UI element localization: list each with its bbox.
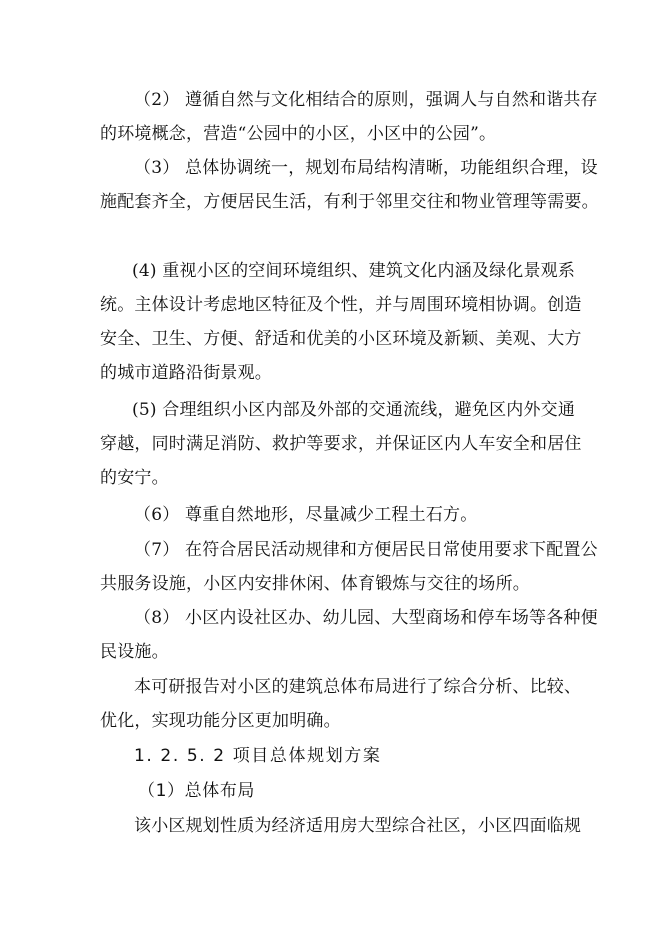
- principle-8-line-2: 民设施。: [100, 642, 169, 662]
- principle-3-line-2: 施配套齐全，方便居民生活，有利于邻里交往和物业管理等需要。: [100, 192, 599, 212]
- section-heading: 1. 2. 5. 2 项目总体规划方案: [134, 746, 382, 766]
- principle-5-line-1: (5) 合理组织小区内部及外部的交通流线，避免区内外交通: [132, 400, 576, 420]
- principle-4-line-2: 统。主体设计考虑地区特征及个性，并与周围环境相协调。创造: [100, 295, 582, 315]
- principle-5-line-2: 穿越，同时满足消防、救护等要求，并保证区内人车安全和居住: [100, 434, 582, 454]
- principle-7-line-1: （7） 在符合居民活动规律和方便居民日常使用要求下配置公: [134, 540, 598, 560]
- principle-4-line-4: 的城市道路沿街景观。: [100, 363, 272, 383]
- principle-4-line-3: 安全、卫生、方便、舒适和优美的小区环境及新颖、美观、大方: [100, 329, 582, 349]
- principle-3-line-1: （3） 总体协调统一，规划布局结构清晰，功能组织合理，设: [134, 158, 598, 178]
- principle-5-line-3: 的安宁。: [100, 468, 169, 488]
- subheading-overall-layout: （1）总体布局: [138, 781, 256, 801]
- principle-7-line-2: 共服务设施，小区内安排休闲、体育锻炼与交往的场所。: [100, 574, 530, 594]
- summary-line-1: 本可研报告对小区的建筑总体布局进行了综合分析、比较、: [134, 677, 582, 697]
- principle-4-line-1: (4) 重视小区的空间环境组织、建筑文化内涵及绿化景观系: [132, 261, 576, 281]
- principle-6-line: （6） 尊重自然地形，尽量减少工程土石方。: [134, 505, 478, 525]
- principle-2-line-1: （2） 遵循自然与文化相结合的原则，强调人与自然和谐共存: [134, 90, 598, 110]
- final-paragraph-line: 该小区规划性质为经济适用房大型综合社区，小区四面临规: [134, 816, 582, 836]
- summary-line-2: 优化，实现功能分区更加明确。: [100, 711, 341, 731]
- principle-8-line-1: （8） 小区内设社区办、幼儿园、大型商场和停车场等各种便: [134, 608, 598, 628]
- principle-2-line-2: 的环境概念，营造“公园中的小区，小区中的公园”。: [100, 124, 497, 144]
